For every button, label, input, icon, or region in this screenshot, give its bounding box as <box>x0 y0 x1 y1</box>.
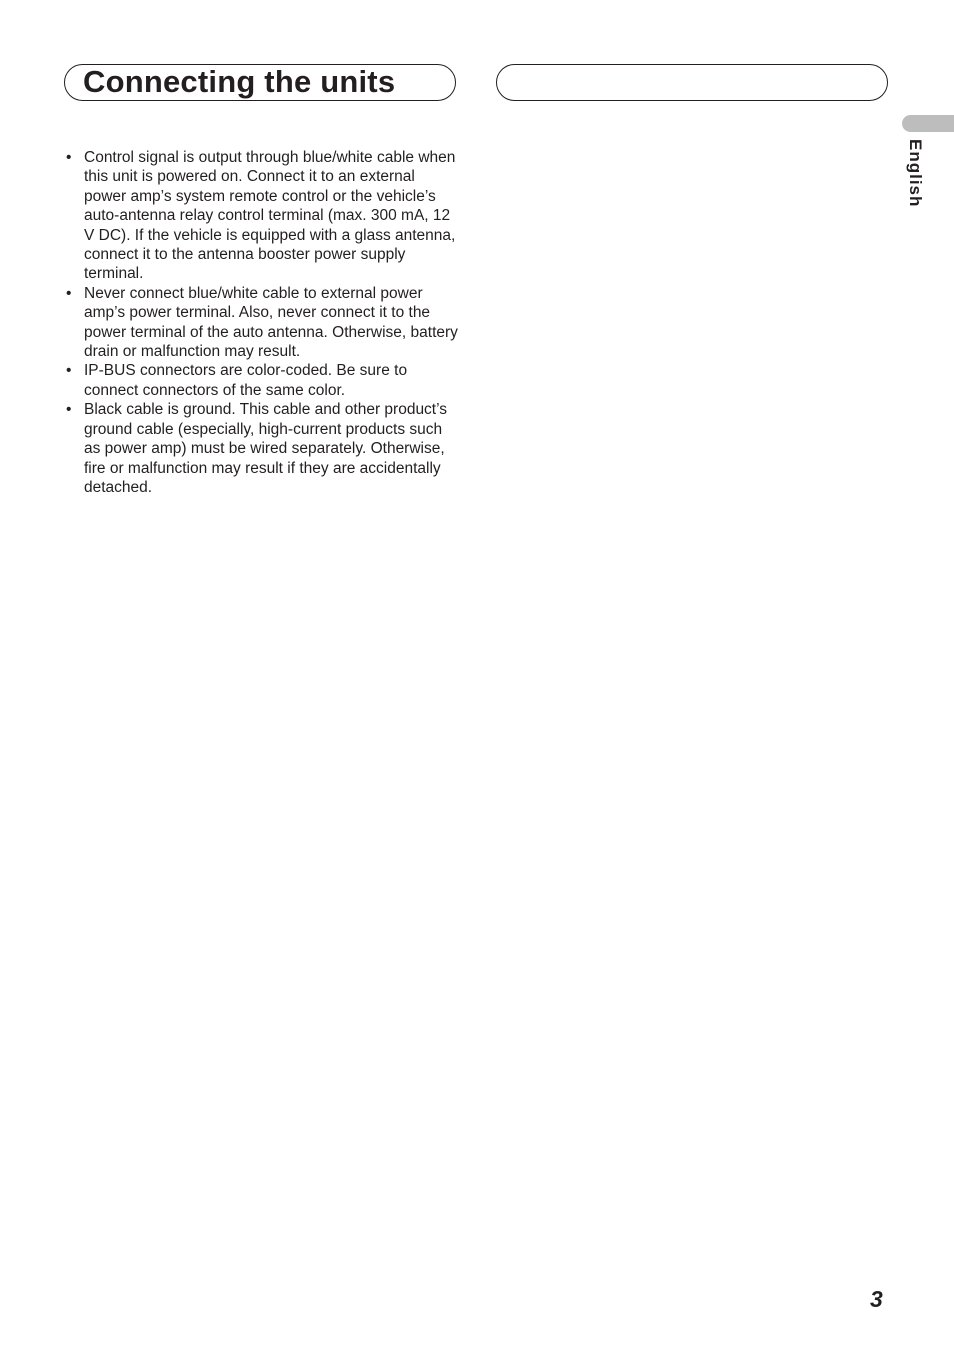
list-item-text: IP-BUS connectors are color-coded. Be sure to connect connectors of the same color. <box>84 362 408 399</box>
notes-list <box>66 148 458 497</box>
section-title: Connecting the units <box>83 64 396 99</box>
bullet-icon: • <box>66 149 72 166</box>
language-tab-label: English <box>906 139 925 208</box>
list-item-text: Control signal is output through blue/white cable when this unit is powered on. Connect it to an external power amp’s system remote control or the vehicle’s auto-antenna relay control terminal (max. 300 mA, 12 V DC). If the vehicle is equipped with a glass antenna, connect it to the antenna booster power supply terminal. <box>84 149 456 283</box>
list-item <box>66 400 458 497</box>
bullet-icon: • <box>66 284 72 302</box>
list-item <box>66 361 458 400</box>
language-tab-marker <box>902 115 954 132</box>
list-item <box>66 148 458 284</box>
bullet-icon: • <box>66 362 72 380</box>
list-item-text: Never connect blue/white cable to external power amp’s power terminal. Also, never connect it to the power terminal of the auto antenna. Otherwise, battery drain or malfunction may result. <box>84 284 458 361</box>
page-number: 3 <box>870 1286 883 1312</box>
empty-header-frame <box>496 64 888 101</box>
list-item-text: Black cable is ground. This cable and other product’s ground cable (especially, high-current products such as power amp) must be wired separately. Otherwise, fire or malfunction may result if they are accidentally detached. <box>84 401 448 496</box>
list-item <box>66 284 458 362</box>
bullet-icon: • <box>66 401 72 419</box>
